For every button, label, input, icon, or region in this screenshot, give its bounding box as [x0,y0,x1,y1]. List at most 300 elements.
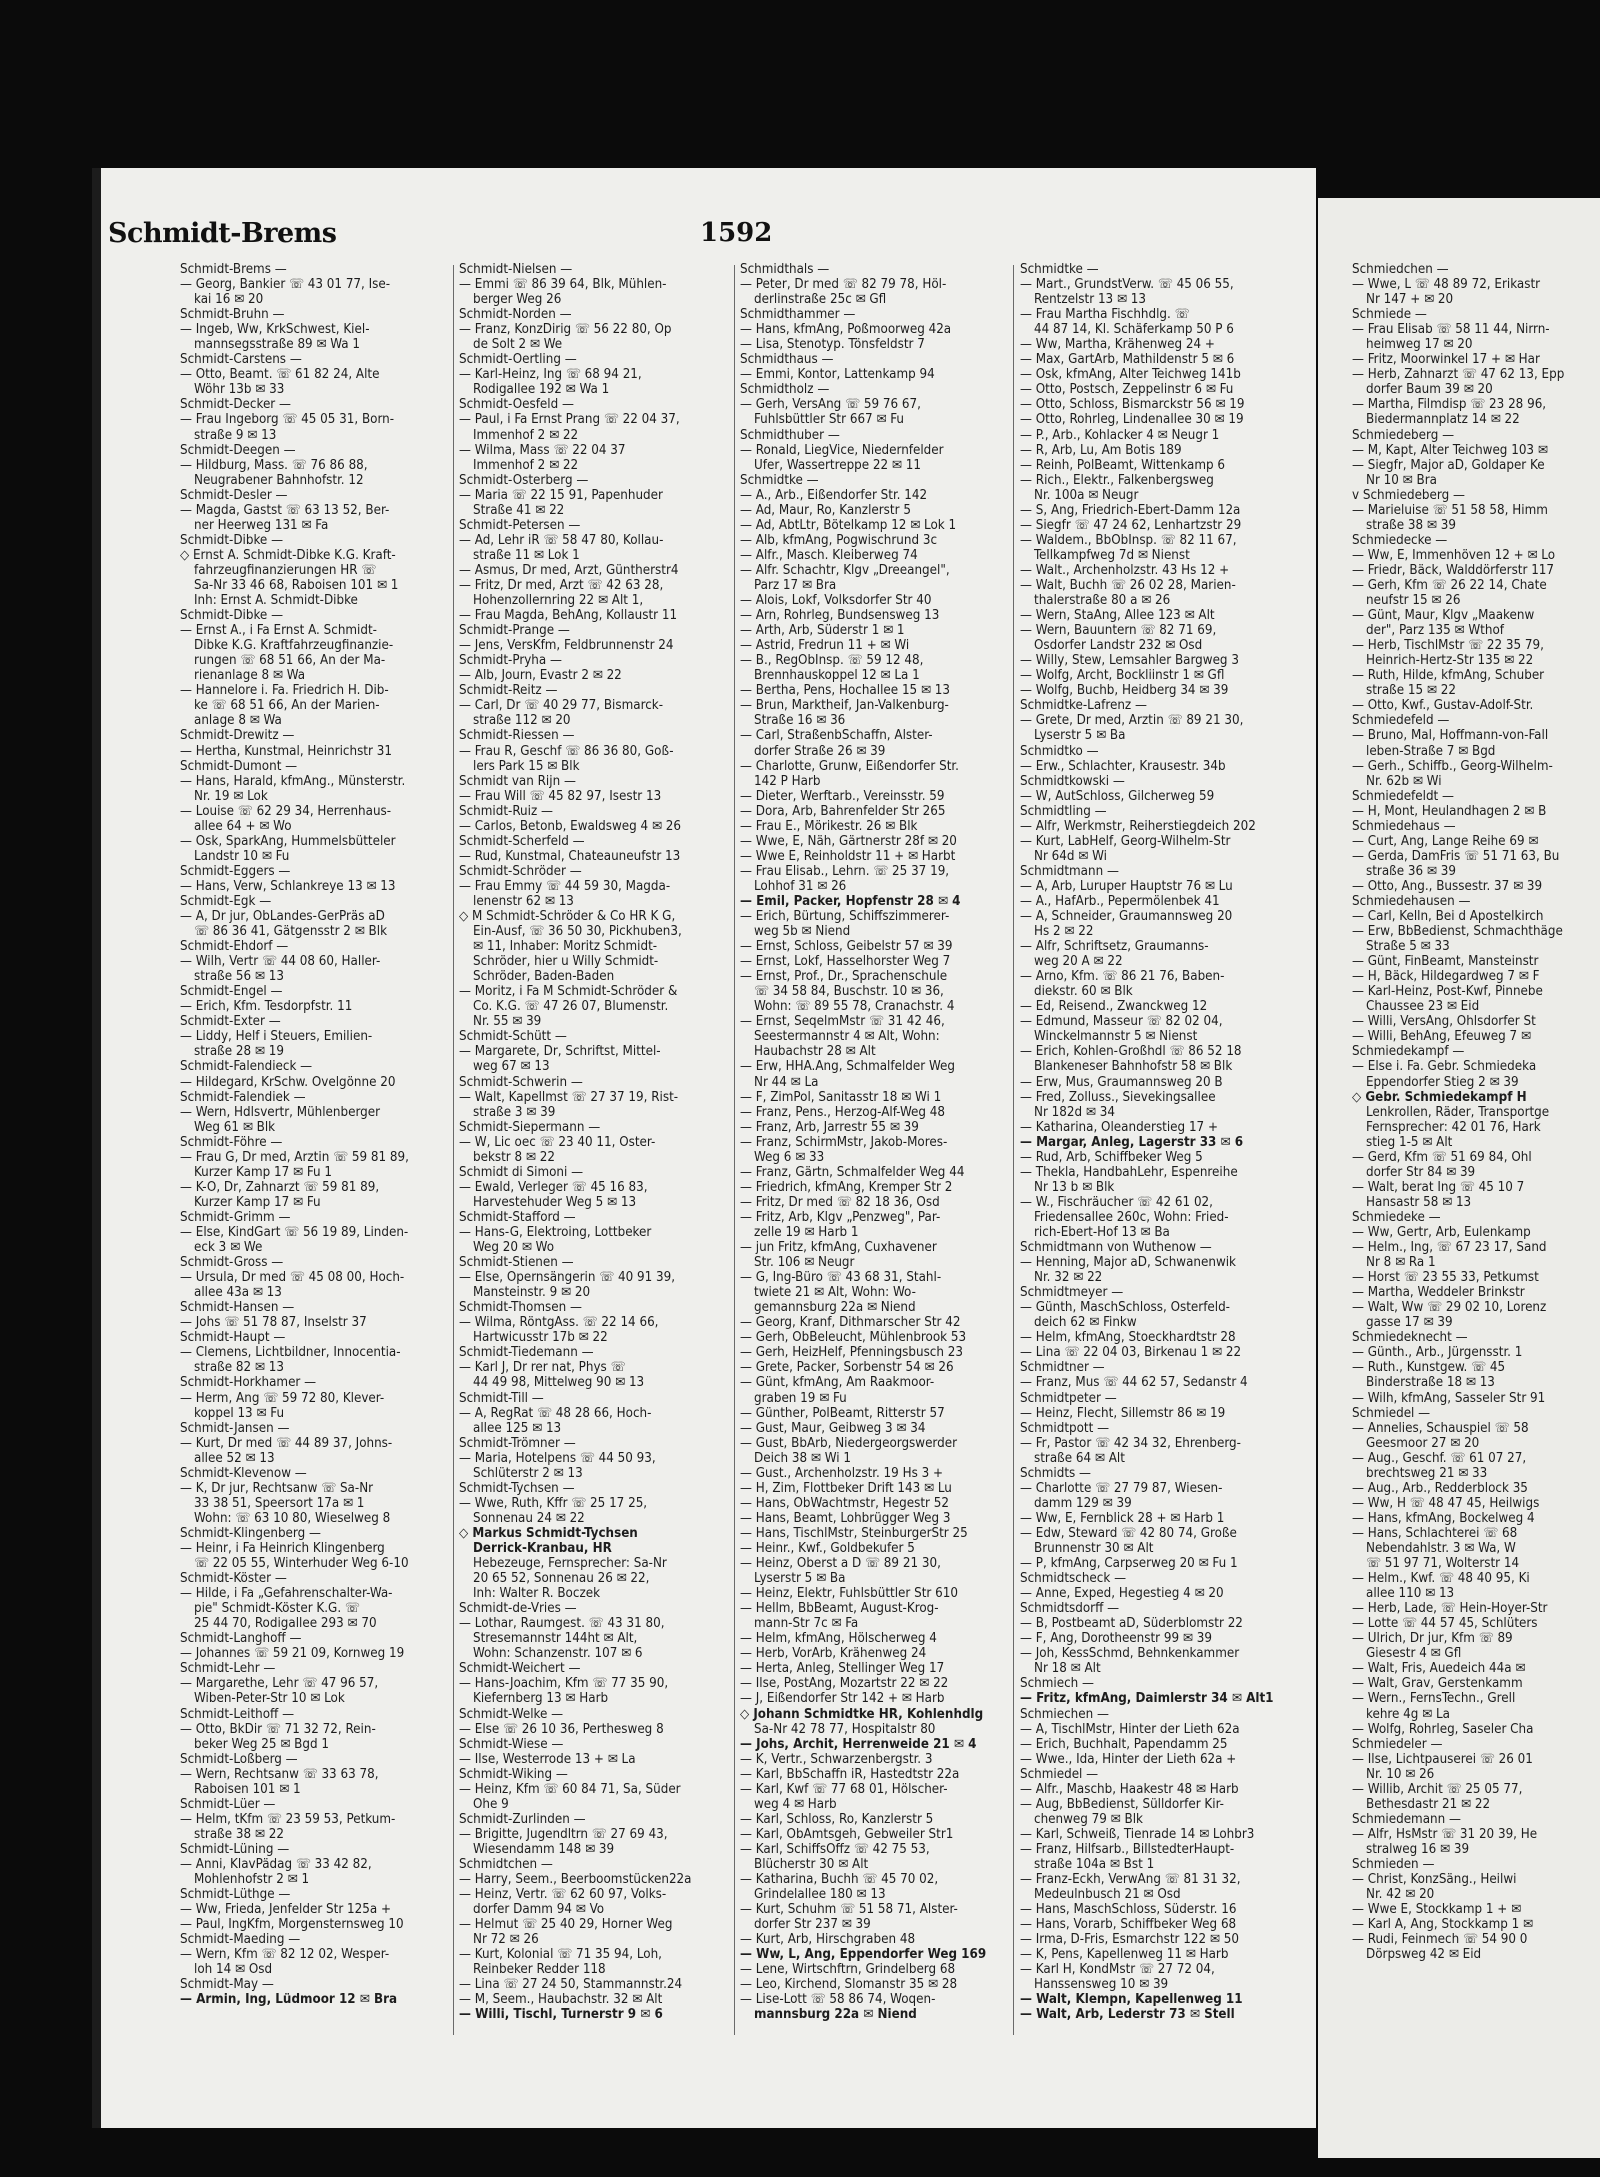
entry-continuation: Harvestehuder Weg 5 ✉ 13 [473,1194,637,1210]
directory-entry: Schmidt-Dibke — [180,532,284,548]
directory-entry: Schmidt-Norden — [459,307,572,323]
entry-continuation: Sa-Nr 42 78 77, Hospitalstr 80 [754,1721,936,1737]
directory-entry: — Wwe, L ☏ 48 89 72, Erikastr [1352,277,1541,293]
directory-entry: — Reinh, PolBeamt, Wittenkamp 6 [1020,457,1226,473]
entry-continuation: mann-Str 7c ✉ Fa [754,1616,859,1632]
directory-entry: Schmidtsdorff — [1020,1601,1120,1617]
directory-entry: — Gerh, VersAng ☏ 59 76 67, [740,397,921,413]
entry-continuation: Straße 16 ✉ 36 [754,713,846,729]
directory-entry: — Frau Elisab ☏ 58 11 44, Nirrn- [1352,322,1550,338]
directory-entry: Schmidt-Loßberg — [180,1751,298,1767]
directory-entry: Schmidtke — [1020,262,1099,277]
directory-entry: — Gerd, Kfm ☏ 51 69 84, Ohl [1352,1149,1532,1165]
directory-entry: Schmidt-Riessen — [459,728,575,744]
directory-entry: Schmidtpeter — [1020,1390,1117,1406]
directory-entry: Schmidt-Osterberg — [459,472,589,488]
directory-entry: — Herm, Ang ☏ 59 72 80, Klever- [180,1390,385,1406]
directory-entry: — Gerh., Schiffb., Georg-Wilhelm- [1352,758,1553,774]
directory-entry: — Aug., Arb., Redderblock 35 [1352,1480,1528,1496]
directory-entry: — Fritz, Moorwinkel 17 + ✉ Har [1352,352,1540,368]
directory-entry: — Helm., Kwf. ☏ 48 40 95, Ki [1352,1571,1530,1587]
directory-entry: — Willy, Stew, Lemsahler Bargweg 3 [1020,653,1239,669]
entry-continuation: Winckelmannstr 5 ✉ Nienst [1034,1029,1198,1045]
directory-entry: — Otto, Ang., Bussestr. 37 ✉ 39 [1352,878,1543,894]
directory-entry: — Else, Opernsängerin ☏ 40 91 39, [459,1270,676,1286]
directory-entry: — Alb, kfmAng, Pogwischrund 3c [740,532,938,548]
directory-entry: — Wern., FernsTechn., Grell [1352,1691,1516,1707]
directory-entry: — Hans, kfmAng, Bockelweg 4 [1352,1510,1535,1526]
directory-entry: — Fritz, Dr med ☏ 82 18 36, Osd [740,1194,940,1210]
directory-entry: Schmiedekampf — [1352,1044,1465,1060]
directory-entry: — Dora, Arb, Bahrenfelder Str 265 [740,803,946,819]
directory-entry: Schmidtmeyer — [1020,1285,1124,1301]
directory-entry: Schmidthaus — [740,352,834,368]
directory-entry: Schmidt-Ehdorf — [180,939,289,955]
directory-entry: — Waldem., BbObInsp. ☏ 82 11 67, [1020,532,1237,548]
directory-entry: — Ww, E, Fernblick 28 + ✉ Harb 1 [1020,1510,1225,1526]
directory-entry: Schmiechen — [1020,1706,1109,1722]
directory-entry: — Helmut ☏ 25 40 29, Horner Weg [459,1917,673,1933]
directory-entry: Schmidt van Rijn — [459,773,576,789]
directory-entry: — Otto, BkDir ☏ 71 32 72, Rein- [180,1721,376,1737]
directory-entry: — Gust., Archenholzstr. 19 Hs 3 + [740,1465,944,1481]
directory-entry: Schmidt-Welke — [459,1706,564,1722]
directory-entry: — Aug., Geschf. ☏ 61 07 27, [1352,1450,1527,1466]
directory-entry: — A, TischlMstr, Hinter der Lieth 62a [1020,1721,1240,1737]
directory-entry: — Else, KindGart ☏ 56 19 89, Linden- [180,1225,409,1240]
directory-entry: — Herb, VorArb, Krähenweg 24 [740,1646,927,1662]
directory-entry: — Walt, Grav, Gerstenkamm [1352,1676,1523,1692]
entry-continuation: loh 14 ✉ Osd [194,1962,273,1978]
directory-entry: — Katharina, Buchh ☏ 45 70 02, [740,1872,939,1888]
directory-entry: Schmiedemann — [1352,1811,1461,1827]
entry-continuation: de Solt 2 ✉ We [473,337,563,353]
directory-entry: — Anne, Exped, Hegestieg 4 ✉ 20 [1020,1586,1224,1602]
directory-entry: — Anni, KlavPädag ☏ 33 42 82, [180,1856,372,1872]
directory-entry: — Ww, Gertr, Arb, Eulenkamp [1352,1225,1531,1240]
page-number: 1592 [700,218,773,248]
directory-column-next-page [1352,262,1600,2042]
directory-entry: — Edw, Steward ☏ 42 80 74, Große [1020,1525,1237,1541]
directory-entry: — Günther, PolBeamt, Ritterstr 57 [740,1405,945,1421]
directory-entry: — Moritz, i Fa M Schmidt-Schröder & [459,984,678,1000]
directory-entry: Schmidt-Brems — [180,262,287,277]
directory-entry: — Else ☏ 26 10 36, Perthesweg 8 [459,1721,664,1737]
directory-entry: — Wern, Bauuntern ☏ 82 71 69, [1020,623,1217,639]
directory-entry: — Günth., Arb., Jürgensstr. 1 [1352,1345,1523,1361]
directory-entry: — Margar, Anleg, Lagerstr 33 ✉ 6 [1020,1134,1244,1150]
directory-entry: — Lotte ☏ 44 57 45, Schlüters [1352,1616,1538,1632]
directory-entry: Schmidt-Egk — [180,893,272,909]
directory-entry: Schmidt-May — [180,1977,274,1993]
entry-continuation: Fernsprecher: 42 01 76, Hark [1366,1119,1541,1135]
directory-entry: — Gerda, DamFris ☏ 51 71 63, Bu [1352,848,1560,864]
directory-entry: — Franz-Eckh, VerwAng ☏ 81 31 32, [1020,1872,1241,1888]
directory-entry: — Carl, StraßenbSchaffn, Alster- [740,728,933,744]
directory-entry: Schmidt-Wiking — [459,1766,568,1782]
directory-entry: — Wern, Kfm ☏ 82 12 02, Wesper- [180,1947,390,1963]
directory-entry: — Ernst, Schloss, Geibelstr 57 ✉ 39 [740,939,953,955]
directory-entry: — Karl J, Dr rer nat, Phys ☏ [459,1360,626,1376]
directory-entry: — Alb, Journ, Evastr 2 ✉ 22 [459,668,622,684]
entry-continuation: ke ☏ 68 51 66, An der Marien- [194,698,380,714]
directory-entry: Schmidt-Bruhn — [180,307,285,323]
directory-entry: — Clemens, Lichtbildner, Innocentia- [180,1345,401,1361]
directory-entry: — Wwe., Ida, Hinter der Lieth 62a + [1020,1751,1237,1767]
directory-entry: — P., Arb., Kohlacker 4 ✉ Neugr 1 [1020,427,1220,443]
directory-entry: — Gust, Maur, Geibweg 3 ✉ 34 [740,1420,926,1436]
directory-entry: — Alfr., Maschb, Haakestr 48 ✉ Harb [1020,1781,1239,1797]
entry-continuation: Biedermannplatz 14 ✉ 22 [1366,412,1520,428]
entry-continuation: Lyserstr 5 ✉ Ba [754,1571,846,1587]
directory-entry: — Alfr, HsMstr ☏ 31 20 39, He [1352,1826,1538,1842]
directory-entry: — Erw, HHA.Ang, Schmalfelder Weg [740,1059,955,1075]
entry-continuation: Hanssensweg 10 ✉ 39 [1034,1977,1169,1993]
directory-entry: — Ernst, Lokf, Hasselhorster Weg 7 [740,954,951,970]
directory-entry: — Rudi, Feinmech ☏ 54 90 0 [1352,1932,1528,1948]
entry-continuation: kehre 4g ✉ La [1366,1706,1451,1722]
entry-continuation: Lyserstr 5 ✉ Ba [1034,728,1126,744]
entry-continuation: derlinstraße 25c ✉ Gfl [754,292,887,308]
entry-continuation: Stresemannstr 144ht ✉ Alt, [473,1631,638,1647]
directory-entry: Schmidt-Decker — [180,397,291,413]
directory-entry: — Hans, ObWachtmstr, Hegestr 52 [740,1495,949,1511]
directory-entry: — Osk, SparkAng, Hummelsbütteler [180,833,396,849]
directory-entry: Schmiedehaus — [1352,818,1456,834]
directory-entry: — Kurt, LabHelf, Georg-Wilhelm-Str [1020,833,1231,849]
directory-entry: — Ww, E, Immenhöven 12 + ✉ Lo [1352,547,1556,563]
directory-entry: — G, Ing-Büro ☏ 43 68 31, Stahl- [740,1270,942,1286]
directory-entry: — Hellm, BbBeamt, August-Krog- [740,1601,939,1617]
directory-entry: — Joh, KessSchmd, Behnkenkammer [1020,1646,1240,1662]
entry-continuation: 20 65 52, Sonnenau 26 ✉ 22, [473,1571,650,1587]
entry-continuation: ☏ 86 36 41, Gätgensstr 2 ✉ Blk [194,924,387,940]
entry-continuation: Osdorfer Landstr 232 ✉ Osd [1034,638,1203,654]
directory-entry: — Brun, Marktheif, Jan-Valkenburg- [740,698,949,714]
directory-entry: — Frau Ingeborg ☏ 45 05 31, Born- [180,412,395,428]
directory-entry: — Gerh, HeizHelf, Pfenningsbusch 23 [740,1345,963,1361]
directory-entry: — Erw, Mus, Graumannsweg 20 B [1020,1074,1223,1090]
entry-continuation: Brunnenstr 30 ✉ Alt [1034,1540,1154,1556]
running-head: Schmidt-Brems [108,218,337,249]
directory-entry: — Paul, i Fa Ernst Prang ☏ 22 04 37, [459,412,680,428]
directory-entry: — Herb, Lade, ☏ Hein-Hoyer-Str [1352,1601,1548,1617]
entry-continuation: allee 52 ✉ 13 [194,1450,275,1466]
directory-entry: — Charlotte ☏ 27 79 87, Wiesen- [1020,1480,1223,1496]
directory-entry: Schmidt-Trömner — [459,1435,576,1451]
entry-continuation: Fuhlsbüttler Str 667 ✉ Fu [754,412,905,428]
directory-entry: — Ad, Maur, Ro, Kanzlerstr 5 [740,502,911,518]
entry-continuation: der", Parz 135 ✉ Wthof [1366,623,1504,639]
entry-continuation: leben-Straße 7 ✉ Bgd [1366,743,1496,759]
directory-column-3 [740,262,1008,2042]
directory-entry: Schmidtpott — [1020,1420,1110,1436]
directory-entry: — Walt, berat Ing ☏ 45 10 7 [1352,1179,1525,1195]
directory-entry: — Walt, Kapellmst ☏ 27 37 19, Rist- [459,1089,679,1105]
entry-continuation: dorfer Baum 39 ✉ 20 [1366,382,1493,398]
directory-entry: — Wwe E, Stockkamp 1 + ✉ [1352,1902,1522,1918]
directory-entry: — H, Mont, Heulandhagen 2 ✉ B [1352,803,1547,819]
directory-entry: — Ewald, Verleger ☏ 45 16 83, [459,1179,648,1195]
entry-continuation: weg 67 ✉ 13 [473,1059,550,1075]
directory-entry: — S, Ang, Friedrich-Ebert-Damm 12a [1020,502,1241,518]
directory-entry: Schmidthammer — [740,307,856,323]
directory-entry: Schmieden — [1352,1856,1435,1872]
directory-entry: — Hans, TischlMstr, SteinburgerStr 25 [740,1525,968,1541]
directory-entry: — Helm., Ing, ☏ 67 23 17, Sand [1352,1240,1547,1256]
directory-entry: Schmidts — [1020,1465,1092,1481]
directory-entry: — Emmi ☏ 86 39 64, Blk, Mühlen- [459,277,667,293]
directory-entry: — Frau Martha Fischhdlg. ☏ [1020,307,1190,323]
directory-entry: — Ernst A., i Fa Ernst A. Schmidt- [180,623,377,639]
directory-entry: — Else i. Fa. Gebr. Schmiedeka [1352,1059,1537,1075]
directory-entry: — Katharina, Oleanderstieg 17 + [1020,1119,1218,1135]
directory-entry: Schmidt-Petersen — [459,517,581,533]
entry-continuation: Wohn: ☏ 63 10 80, Wieselweg 8 [194,1510,391,1526]
entry-continuation: Wohn: ☏ 89 55 78, Cranachstr. 4 [754,999,955,1015]
entry-continuation: straße 28 ✉ 19 [194,1044,284,1060]
directory-entry: — Fred, Zolluss., Sievekingsallee [1020,1089,1216,1105]
directory-entry: — Arth, Arb, Süderstr 1 ✉ 1 [740,623,905,639]
directory-entry: Schmidt-Köster — [180,1571,287,1587]
directory-entry: — Franz, Hilfsarb., BillstedterHaupt- [1020,1841,1235,1857]
entry-continuation: heimweg 17 ✉ 20 [1366,337,1473,353]
directory-entry: Schmidt-Schwerin — [459,1074,583,1090]
directory-entry: Schmiedchen — [1352,262,1449,277]
entry-continuation: ☏ 22 05 55, Winterhuder Weg 6-10 [194,1556,409,1572]
entry-continuation: Blankeneser Bahnhofstr 58 ✉ Blk [1034,1059,1233,1075]
entry-continuation: Sonnenau 24 ✉ 22 [473,1510,585,1526]
directory-entry: Schmidt-Exter — [180,1014,281,1030]
directory-column-2 [459,262,727,2042]
entry-continuation: dorfer Damm 94 ✉ Vo [473,1902,605,1918]
directory-entry: — Ernst, SeqelmMstr ☏ 31 42 46, [740,1014,945,1030]
directory-entry: Schmidt-Jansen — [180,1420,290,1436]
directory-entry: — Willi, VersAng, Ohlsdorfer St [1352,1014,1536,1030]
directory-entry: — Asmus, Dr med, Arzt, Güntherstr4 [459,562,679,578]
directory-entry: — Otto, Postsch, Zeppelinstr 6 ✉ Fu [1020,382,1234,398]
directory-entry: — Carl, Kelln, Bei d Apostelkirch [1352,909,1544,925]
directory-entry: — Brigitte, Jugendltrn ☏ 27 69 43, [459,1826,668,1842]
entry-continuation: koppel 13 ✉ Fu [194,1405,285,1421]
entry-continuation: allee 64 + ✉ Wo [194,818,292,834]
directory-entry: — Gerh, Kfm ☏ 26 22 14, Chate [1352,577,1547,593]
directory-entry: — Max, GartArb, Mathildenstr 5 ✉ 6 [1020,352,1235,368]
entry-continuation: Haubachstr 28 ✉ Alt [754,1044,876,1060]
directory-entry: ◇ M Schmidt-Schröder & Co HR K G, [459,909,676,925]
directory-entry: Schmidt-Dibke — [180,608,284,624]
directory-entry: Schmidt-Drewitz — [180,728,295,744]
directory-entry: Schmiedeknecht — [1352,1330,1468,1346]
entry-continuation: Rentzelstr 13 ✉ 13 [1034,292,1147,308]
page-header [108,218,1298,258]
directory-entry: — Ad, Lehr iR ☏ 58 47 80, Kollau- [459,532,664,548]
entry-continuation: eck 3 ✉ We [194,1240,263,1256]
directory-entry: — Gerh, ObBeleucht, Mühlenbrook 53 [740,1330,967,1346]
entry-continuation: weg 20 A ✉ 22 [1034,954,1123,970]
directory-entry: — Frau Will ☏ 45 82 97, Isestr 13 [459,788,662,804]
directory-entry: Schmidt-Oesfeld — [459,397,574,413]
entry-continuation: graben 19 ✉ Fu [754,1390,847,1406]
directory-entry: Schmidtscheck — [1020,1571,1127,1587]
directory-entry: Schmidt-Klevenow — [180,1465,307,1481]
directory-entry: — Ruth, Hilde, kfmAng, Schuber [1352,668,1545,684]
entry-continuation: straße 11 ✉ Lok 1 [473,547,580,563]
directory-entry: — P, kfmAng, Carpserweg 20 ✉ Fu 1 [1020,1556,1238,1572]
directory-entry: Schmidt-Oertling — [459,352,577,368]
directory-entry: ◇ Johann Schmidtke HR, Kohlenhdlg [740,1706,984,1722]
entry-continuation: straße 15 ✉ 22 [1366,683,1456,699]
entry-continuation: Mansteinstr. 9 ✉ 20 [473,1285,591,1301]
entry-continuation: Weg 6 ✉ 33 [754,1149,825,1165]
entry-continuation: Kurzer Kamp 17 ✉ Fu 1 [194,1164,333,1180]
directory-entry: — Horst ☏ 23 55 33, Petkumst [1352,1270,1539,1286]
entry-continuation: Schlüterstr 2 ✉ 13 [473,1465,583,1481]
directory-entry: Schmidt-Eggers — [180,863,291,879]
directory-entry: — Franz, Arb, Jarrestr 55 ✉ 39 [740,1119,919,1135]
entry-continuation: 142 P Harb [754,773,821,789]
directory-entry: Schmiedefeldt — [1352,788,1454,804]
directory-entry: ◇ Markus Schmidt-Tychsen [459,1525,638,1541]
directory-entry: — Siegfr ☏ 47 24 62, Lenhartzstr 29 [1020,517,1242,533]
directory-entry: Schmidt-Leithoff — [180,1706,295,1722]
entry-continuation: straße 38 ✉ 22 [194,1826,284,1842]
entry-continuation: ✉ 11, Inhaber: Moritz Schmidt- [473,939,658,955]
directory-entry: — Karl H, KondMstr ☏ 27 72 04, [1020,1962,1215,1978]
entry-continuation: dorfer Str 237 ✉ 39 [754,1917,871,1933]
directory-entry: Schmidt-Föhre — [180,1134,283,1150]
directory-entry: Schmidt-de-Vries — [459,1601,577,1617]
entry-continuation: Nr 13 b ✉ Blk [1034,1179,1115,1195]
directory-entry: — Thekla, HandbahLehr, Espenreihe [1020,1164,1238,1180]
entry-continuation: Chaussee 23 ✉ Eid [1366,999,1480,1015]
entry-continuation: gemannsburg 22a ✉ Niend [754,1300,916,1316]
directory-entry: — Karl, Schweiß, Tienrade 14 ✉ Lohbr3 [1020,1826,1255,1842]
directory-entry: — K, Vertr., Schwarzenbergstr. 3 [740,1751,933,1767]
directory-entry: Schmidt-Horkhamer — [180,1375,317,1391]
directory-entry: — Ilse, PostAng, Mozartstr 22 ✉ 22 [740,1676,949,1692]
directory-entry: Schmiedeke — [1352,1209,1441,1225]
directory-entry: Schmidt-Lüning — [180,1841,290,1857]
directory-entry: — Ww, Martha, Krähenweg 24 + [1020,337,1215,353]
entry-continuation: bekstr 8 ✉ 22 [473,1149,555,1165]
directory-entry: — Hildburg, Mass. ☏ 76 86 88, [180,457,368,473]
directory-entry: — M, Kapt, Alter Teichweg 103 ✉ [1352,442,1548,458]
directory-entry: Schmidt-Deegen — [180,442,296,458]
directory-entry: Schmidtmann — [1020,863,1119,879]
directory-entry: — H, Bäck, Hildegardweg 7 ✉ F [1352,969,1540,985]
directory-entry: — Friedrich, kfmAng, Kremper Str 2 [740,1179,953,1195]
directory-entry: — Karl-Heinz, Post-Kwf, Pinnebe [1352,984,1543,1000]
directory-entry: — Ww, H ☏ 48 47 45, Heilwigs [1352,1495,1540,1511]
directory-entry: — Lina ☏ 27 24 50, Stammannstr.24 [459,1977,683,1993]
directory-entry: v Schmiedeberg — [1352,487,1465,503]
directory-entry: — Alfr. Schachtr, Klgv „Dreeangel", [740,562,950,578]
directory-entry: Schmidt-Schütt — [459,1029,567,1045]
entry-continuation: Straße 41 ✉ 22 [473,502,565,518]
entry-continuation: Nr. 100a ✉ Neugr [1034,487,1139,503]
entry-continuation: anlage 8 ✉ Wa [194,713,282,729]
directory-entry: ◇ Gebr. Schmiedekampf H [1352,1089,1527,1105]
directory-entry: — Ww, L, Ang, Eppendorfer Weg 169 [740,1947,987,1963]
directory-entry: — Paul, IngKfm, Morgensternsweg 10 [180,1917,404,1933]
directory-entry: — Günt, kfmAng, Am Raakmoor- [740,1375,935,1391]
entry-continuation: Wiesendamm 148 ✉ 39 [473,1841,615,1857]
directory-entry: — A, Schneider, Graumannsweg 20 [1020,909,1233,925]
directory-entry: — Fritz, Arb, Klgv „Penzweg", Par- [740,1209,941,1225]
entry-continuation: beker Weg 25 ✉ Bgd 1 [194,1736,329,1752]
directory-entry: Schmidt-Desler — [180,487,288,503]
entry-continuation: Ein-Ausf, ☏ 36 50 30, Pickhuben3, [473,924,682,940]
directory-entry: — Mart., GrundstVerw. ☏ 45 06 55, [1020,277,1234,293]
directory-entry: Schmidt-Dumont — [180,758,298,774]
directory-entry: — Wilma, Mass ☏ 22 04 37 [459,442,626,458]
entry-continuation: straße 36 ✉ 39 [1366,863,1456,879]
entry-continuation: Nr 147 + ✉ 20 [1366,292,1454,308]
directory-entry: — Franz, Gärtn, Schmalfelder Weg 44 [740,1164,965,1180]
entry-continuation: brechtsweg 21 ✉ 33 [1366,1465,1488,1481]
directory-entry: — Hans, kfmAng, Poßmoorweg 42a [740,322,952,338]
directory-entry: — Herb, TischlMstr ☏ 22 35 79, [1352,638,1544,654]
entry-continuation: straße 3 ✉ 39 [473,1104,556,1120]
directory-entry: — Ronald, LiegVice, Niedernfelder [740,442,944,458]
entry-continuation: lers Park 15 ✉ Blk [473,758,580,774]
directory-entry: — Hans, Vorarb, Schiffbeker Weg 68 [1020,1917,1237,1933]
directory-entry: Schmidtko — [1020,743,1099,759]
directory-entry: — Wilma, RöntgAss. ☏ 22 14 66, [459,1315,659,1331]
entry-continuation: ☏ 34 58 84, Buschstr. 10 ✉ 36, [754,984,944,1000]
entry-continuation: Reinbeker Redder 118 [473,1962,606,1978]
directory-entry: — Wern, Hdlsvertr, Mühlenberger [180,1104,381,1120]
entry-continuation: dorfer Straße 26 ✉ 39 [754,743,886,759]
directory-entry: — A, Dr jur, ObLandes-GerPräs aD [180,909,385,925]
entry-continuation: straße 38 ✉ 39 [1366,517,1456,533]
directory-entry: — Bertha, Pens, Hochallee 15 ✉ 13 [740,683,950,699]
directory-entry: Schmidt-Haupt — [180,1330,286,1346]
entry-continuation: Kurzer Kamp 17 ✉ Fu [194,1194,321,1210]
directory-entry: — Martha, Weddeler Brinkstr [1352,1285,1525,1301]
entry-continuation: allee 125 ✉ 13 [473,1420,562,1436]
entry-continuation: Nr. 42 ✉ 20 [1366,1887,1435,1903]
directory-entry: Schmidthuber — [740,427,840,443]
directory-entry: — Karl A, Ang, Stockkamp 1 ✉ [1352,1917,1534,1933]
entry-continuation: Landstr 10 ✉ Fu [194,848,290,864]
directory-entry: — jun Fritz, kfmAng, Cuxhavener [740,1240,937,1256]
directory-entry: — Ad, AbtLtr, Bötelkamp 12 ✉ Lok 1 [740,517,957,533]
entry-continuation: Inh: Walter R. Boczek [473,1586,601,1602]
directory-entry: — A, RegRat ☏ 48 28 66, Hoch- [459,1405,652,1421]
entry-continuation: Hs 2 ✉ 22 [1034,924,1094,940]
directory-entry: — Kurt, Kolonial ☏ 71 35 94, Loh, [459,1947,662,1963]
directory-entry: — Frau Elisab., Lehrn. ☏ 25 37 19, [740,863,950,879]
entry-continuation: rich-Ebert-Hof 13 ✉ Ba [1034,1225,1170,1240]
directory-entry: — Heinr., Kwf., Goldbekufer 5 [740,1540,915,1556]
directory-entry: Schmidtmann von Wuthenow — [1020,1240,1212,1256]
directory-entry: — Siegfr, Major aD, Goldaper Ke [1352,457,1545,473]
directory-entry: Schmiedeler — [1352,1736,1443,1752]
directory-entry: — Hildegard, KrSchw. Övelgönne 20 [180,1074,396,1090]
directory-entry: — Walt, Klempn, Kapellenweg 11 [1020,1992,1243,2008]
entry-continuation: pie" Schmidt-Köster K.G. ☏ [194,1601,360,1617]
directory-entry: — Carlos, Betonb, Ewaldsweg 4 ✉ 26 [459,818,682,834]
directory-entry: — Karl, Schloss, Ro, Kanzlerstr 5 [740,1811,934,1827]
directory-column-1 [180,262,448,2042]
directory-entry: Schmidt-Thomsen — [459,1300,582,1316]
directory-entry: — Heinz, Kfm ☏ 60 84 71, Sa, Süder [459,1781,681,1797]
directory-entry: — Friedr, Bäck, Walddörferstr 117 [1352,562,1555,578]
directory-entry: — Ingeb, Ww, KrkSchwest, Kiel- [180,322,370,338]
directory-entry: — Marieluise ☏ 51 58 58, Himm [1352,502,1548,518]
